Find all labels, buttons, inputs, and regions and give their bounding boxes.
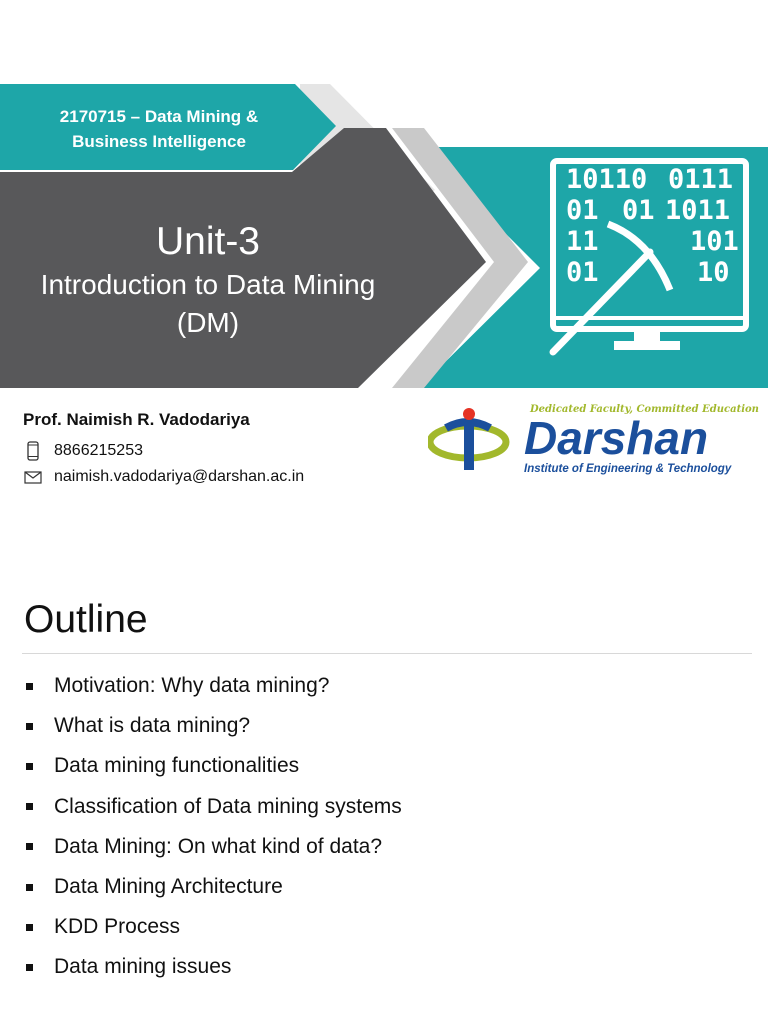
svg-text:1011: 1011 (665, 195, 731, 226)
slide-title-line2: (DM) (176, 307, 240, 338)
square-bullet-icon (26, 843, 33, 850)
square-bullet-icon (26, 884, 33, 891)
logo-subtitle: Institute of Engineering & Technology (524, 463, 732, 475)
logo-name: Darshan (524, 412, 709, 464)
title-slide (0, 0, 768, 500)
svg-text:01: 01 (566, 257, 599, 288)
darshan-logo-mark (428, 406, 514, 476)
outline-item: Motivation: Why data mining? (24, 666, 402, 706)
contact-email (23, 467, 304, 487)
envelope-icon (23, 467, 43, 487)
outline-item: Data Mining Architecture (24, 867, 402, 907)
svg-text:10110: 10110 (566, 164, 648, 195)
square-bullet-icon (26, 924, 33, 931)
contact-phone (23, 441, 143, 461)
svg-text:101: 101 (690, 226, 739, 257)
svg-text:01: 01 (566, 195, 599, 226)
svg-text:10: 10 (697, 257, 730, 288)
unit-label: Unit-3 (155, 220, 261, 263)
svg-text:11: 11 (566, 226, 599, 257)
outline-item: Data Mining: On what kind of data? (24, 827, 402, 867)
course-title-line2: Business Intelligence (72, 132, 246, 151)
outline-item: Data mining issues (24, 947, 402, 987)
course-title-line1: 2170715 – Data Mining & (59, 107, 259, 126)
outline-divider (22, 653, 752, 654)
outline-item: Data mining functionalities (24, 746, 402, 786)
phone-number: 8866215253 (54, 442, 143, 459)
svg-text:0111: 0111 (668, 164, 734, 195)
email-address[interactable]: naimish.vadodariya@darshan.ac.in (54, 468, 305, 485)
svg-text:01: 01 (622, 195, 655, 226)
square-bullet-icon (26, 763, 33, 770)
unit-title-block (0, 218, 416, 342)
mobile-phone-icon (23, 441, 43, 461)
darshan-logo (428, 402, 759, 482)
outline-item: KDD Process (24, 907, 402, 947)
slide-title-line1: Introduction to Data Mining (40, 269, 376, 300)
outline-item: Classification of Data mining systems (24, 787, 402, 827)
square-bullet-icon (26, 683, 33, 690)
outline-title: Outline (24, 598, 148, 641)
professor-name: Prof. Naimish R. Vadodariya (23, 410, 250, 429)
outline-item: What is data mining? (24, 706, 402, 746)
square-bullet-icon (26, 723, 33, 730)
outline-list (24, 666, 402, 988)
course-title (14, 104, 304, 154)
square-bullet-icon (26, 964, 33, 971)
logo-tagline: Dedicated Faculty, Committed Education (530, 404, 759, 415)
square-bullet-icon (26, 803, 33, 810)
